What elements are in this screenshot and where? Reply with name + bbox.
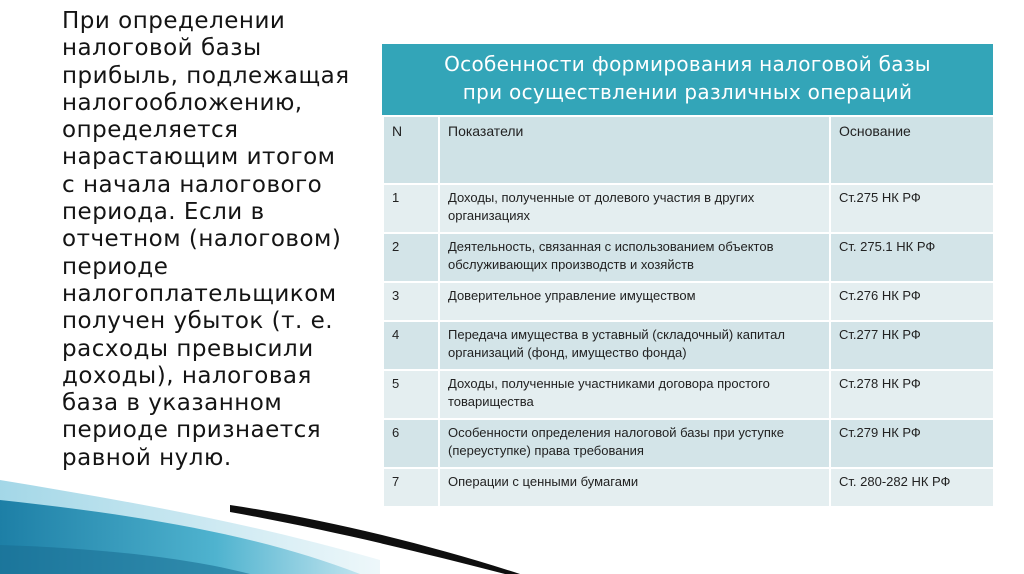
paragraph-line: периоде признается [62,417,322,444]
table-row [383,184,994,233]
row-number: 4 [383,321,439,370]
row-number: 7 [383,468,439,507]
paragraph-line: база в указанном [62,390,283,417]
paragraph-line: доходы), налоговая [62,362,312,389]
left-paragraph [62,8,372,472]
paragraph-line: периода. Если в [62,199,265,226]
table-title [382,44,993,115]
paragraph-line: равной нулю. [62,444,232,471]
paragraph-line: налогообложению, [62,89,303,116]
table-row [383,233,994,282]
row-basis: Ст.278 НК РФ [830,370,994,419]
row-indicator: Операции с ценными бумагами [439,468,830,507]
paragraph-line: При определении [62,8,286,34]
table-row [383,370,994,419]
row-number: 6 [383,419,439,468]
column-header-indicator: Показатели [439,116,830,184]
row-indicator: Доходы, полученные от долевого участия в других организациях [439,184,830,233]
table-header-row [383,116,994,184]
paragraph-line: периоде [62,253,169,280]
row-number: 3 [383,282,439,321]
row-number: 5 [383,370,439,419]
table-row [383,321,994,370]
row-number: 1 [383,184,439,233]
paragraph-line: налогоплательщиком [62,280,337,307]
row-basis: Ст.279 НК РФ [830,419,994,468]
row-basis: Ст. 275.1 НК РФ [830,233,994,282]
paragraph-line: определяется [62,117,239,144]
row-indicator: Передача имущества в уставный (складочный) капитал организаций (фонд, имущество фонда) [439,321,830,370]
row-indicator: Доверительное управление имуществом [439,282,830,321]
table-body [382,115,995,508]
paragraph-line: отчетном (налоговом) [62,226,342,253]
column-header-basis: Основание [830,116,994,184]
row-basis: Ст.275 НК РФ [830,184,994,233]
table-title-line-2: при осуществлении различных операций [462,80,913,104]
row-basis: Ст.277 НК РФ [830,321,994,370]
paragraph-line: нарастающим итогом [62,144,336,171]
row-basis: Ст.276 НК РФ [830,282,994,321]
table-row [383,282,994,321]
row-indicator: Деятельность, связанная с использованием объектов обслуживающих производств и хозяйств [439,233,830,282]
paragraph-line: получен убыток (т. е. [62,308,334,335]
table-title-line-1: Особенности формирования налоговой базы [444,52,931,76]
row-indicator: Доходы, полученные участниками договора простого товарищества [439,370,830,419]
table-row [383,419,994,468]
paragraph-line: прибыль, подлежащая [62,62,350,89]
table-row [383,468,994,507]
row-number: 2 [383,233,439,282]
row-indicator: Особенности определения налоговой базы при уступке (переуступке) права требования [439,419,830,468]
column-header-n: N [383,116,439,184]
operations-table [382,44,993,508]
paragraph-line: расходы превысили [62,335,314,362]
paragraph-line: с начала налогового [62,171,323,198]
row-basis: Ст. 280-282 НК РФ [830,468,994,507]
paragraph-line: налоговой базы [62,35,262,62]
